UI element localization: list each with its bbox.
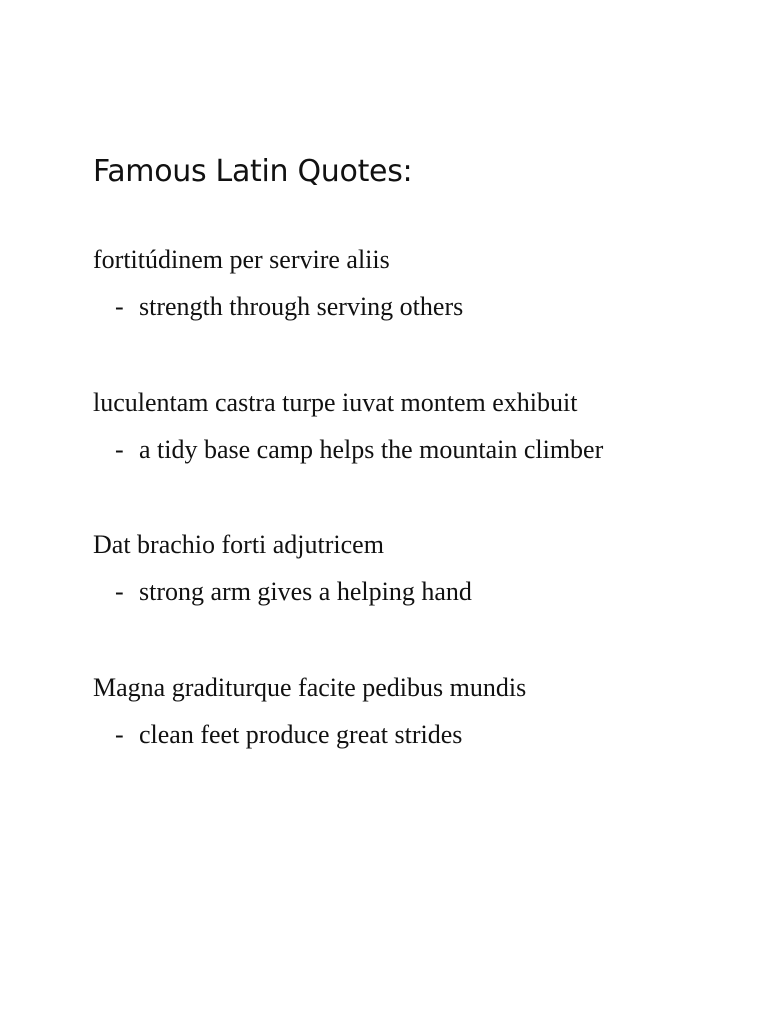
dash-bullet: - xyxy=(115,435,124,464)
latin-quote: luculentam castra turpe iuvat montem exhibuit xyxy=(93,388,578,417)
latin-quote: Magna graditurque facite pedibus mundis xyxy=(93,673,527,702)
translation-text: clean feet produce great strides xyxy=(139,720,463,749)
translation-line xyxy=(93,575,743,609)
dash-bullet: - xyxy=(115,292,124,321)
translation-line xyxy=(93,290,743,324)
latin-quote: Dat brachio forti adjutricem xyxy=(93,530,384,559)
quote-2 xyxy=(93,386,743,467)
translation-text: strength through serving others xyxy=(139,292,464,321)
dash-bullet: - xyxy=(115,577,124,606)
quote-4 xyxy=(93,671,743,752)
translation-line xyxy=(93,718,743,752)
quote-3 xyxy=(93,528,743,609)
page-title: Famous Latin Quotes: xyxy=(93,154,413,189)
translation-line xyxy=(93,433,743,467)
quote-1 xyxy=(93,243,743,324)
latin-quote: fortitúdinem per servire aliis xyxy=(93,245,390,274)
translation-text: a tidy base camp helps the mountain climber xyxy=(139,435,604,464)
translation-text: strong arm gives a helping hand xyxy=(139,577,472,606)
dash-bullet: - xyxy=(115,720,124,749)
